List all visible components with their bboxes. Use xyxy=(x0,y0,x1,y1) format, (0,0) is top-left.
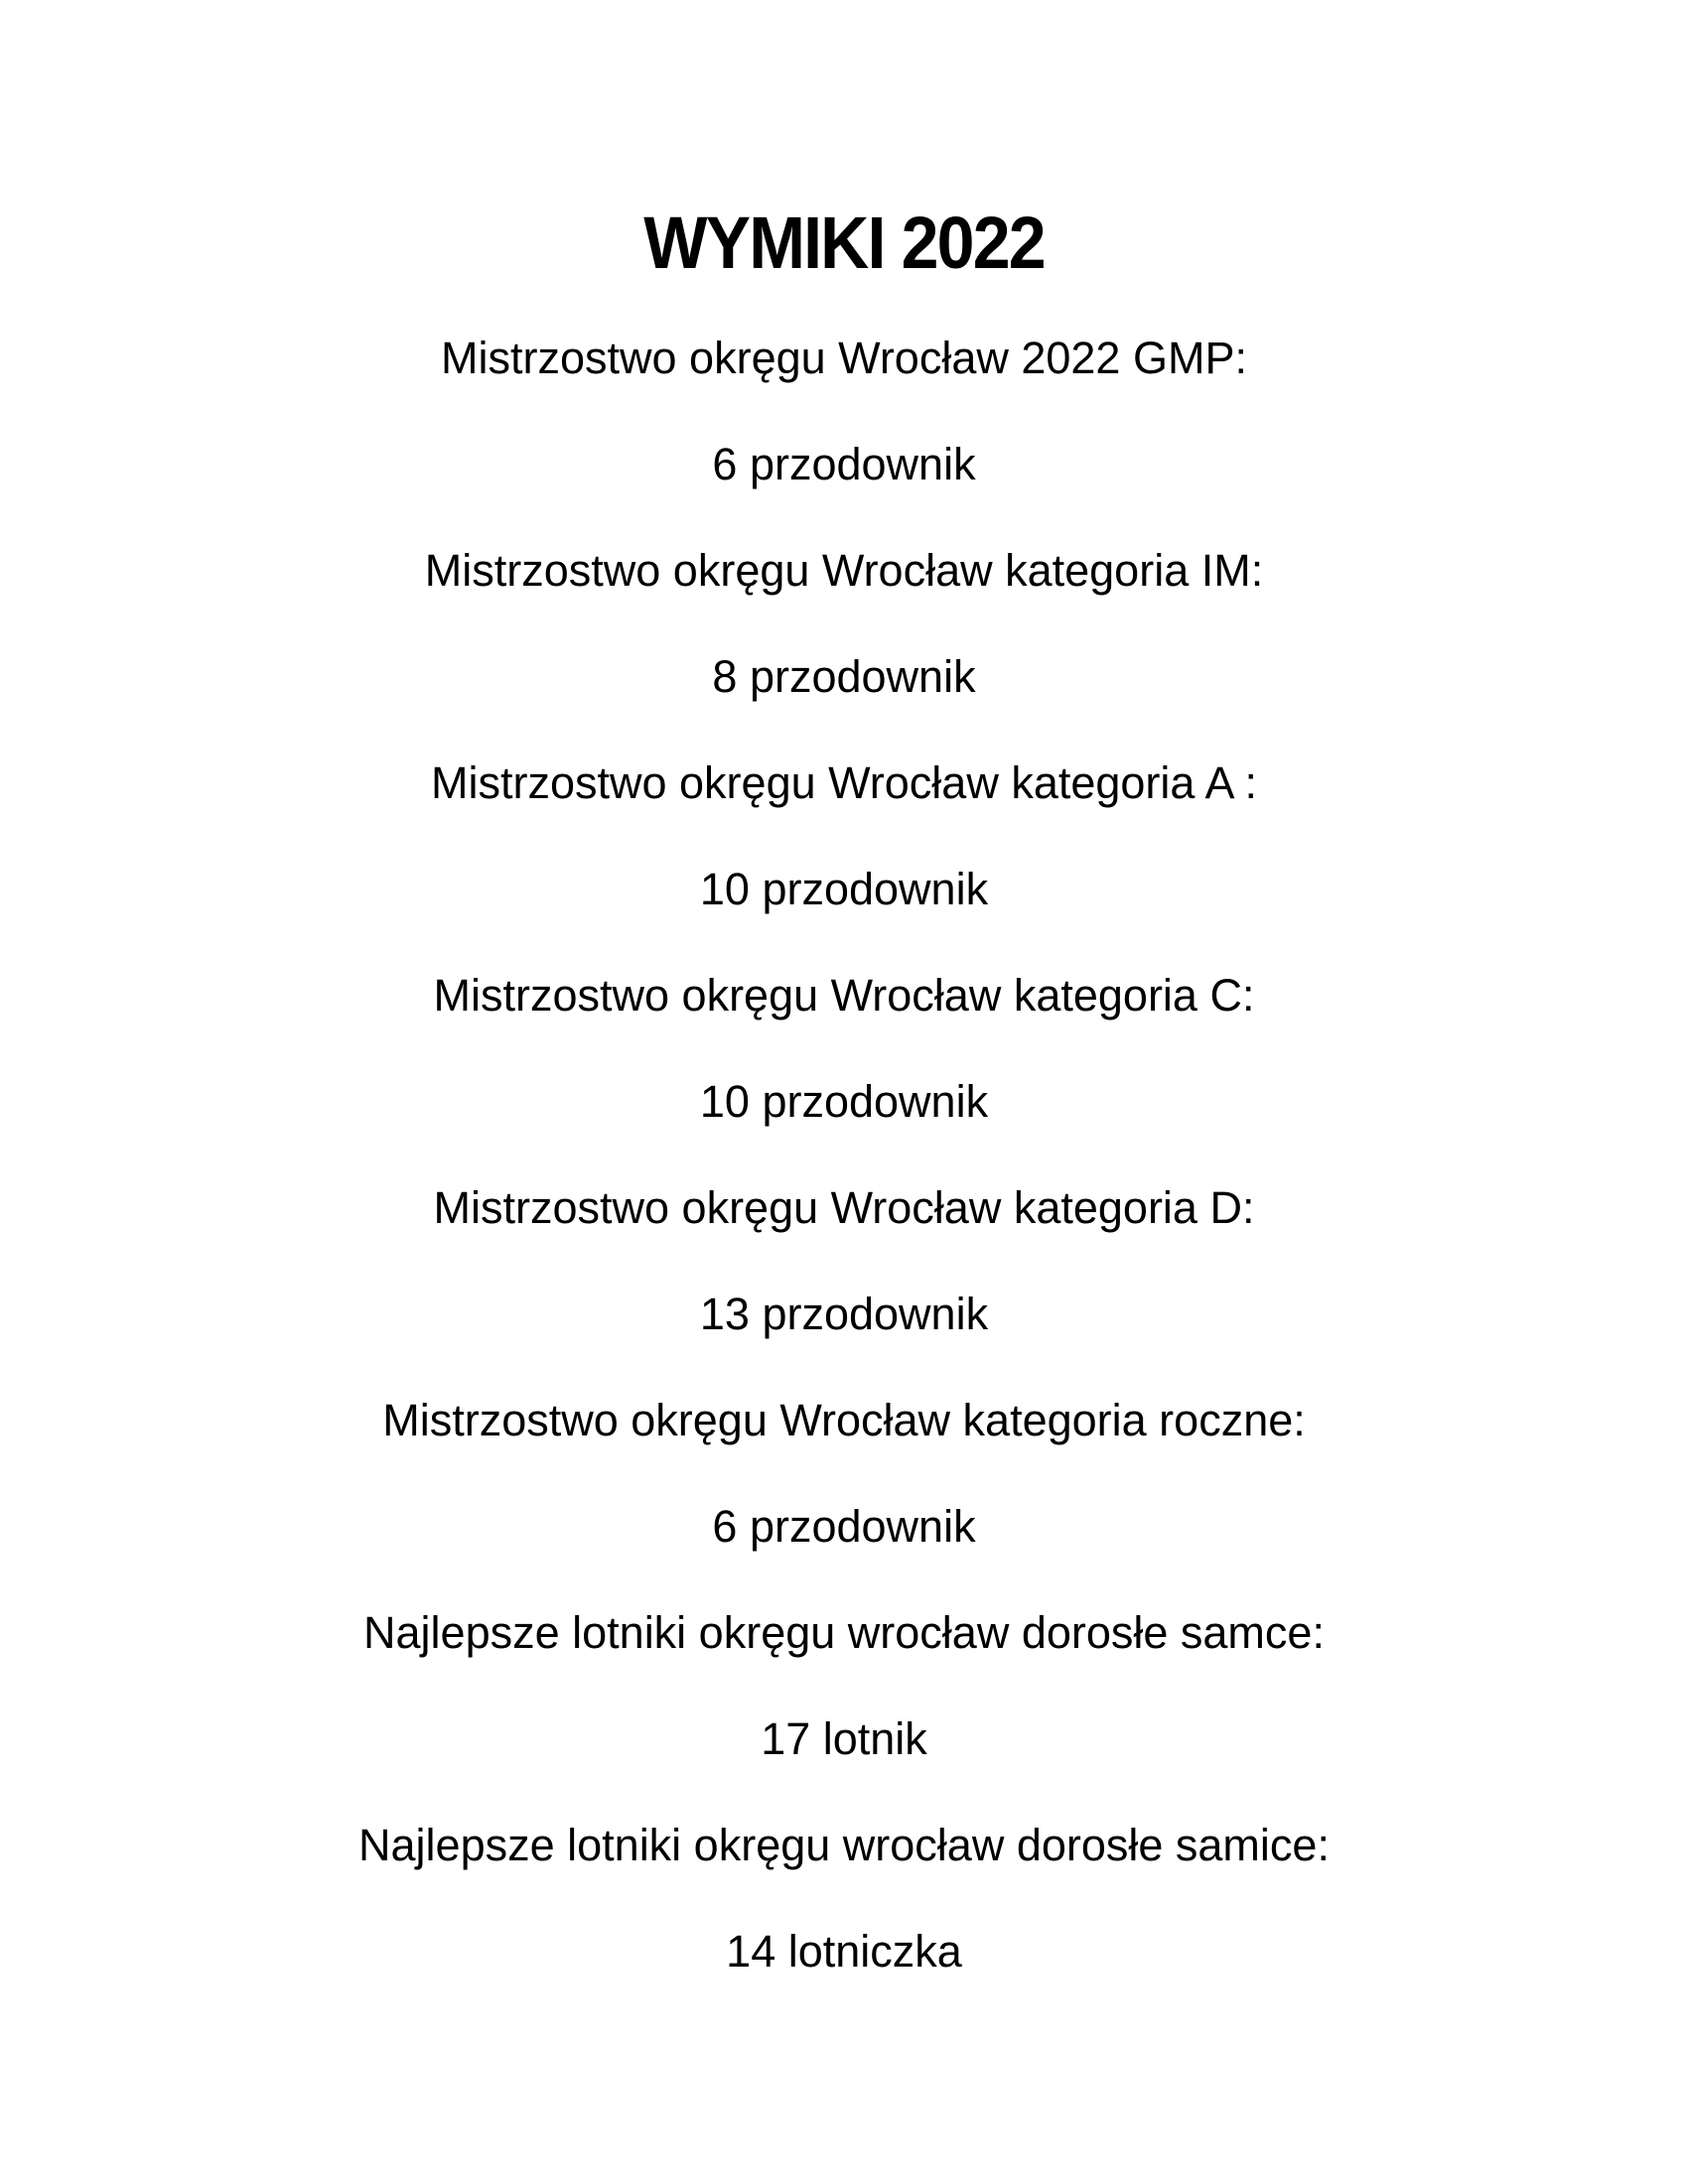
result-value: 10 przodownik xyxy=(699,864,989,914)
result-category: Mistrzostwo okręgu Wrocław kategoria roczne: xyxy=(382,1395,1306,1445)
result-value: 6 przodownik xyxy=(712,1501,976,1552)
result-category: Najlepsze lotniki okręgu wrocław dorosłe samce: xyxy=(363,1607,1325,1658)
result-category: Mistrzostwo okręgu Wrocław 2022 GMP: xyxy=(441,333,1247,383)
result-value: 6 przodownik xyxy=(712,439,976,489)
result-value: 14 lotniczka xyxy=(726,1926,962,1977)
result-category: Najlepsze lotniki okręgu wrocław dorosłe samice: xyxy=(358,1820,1330,1870)
result-category: Mistrzostwo okręgu Wrocław kategoria IM: xyxy=(424,545,1264,596)
document-title: WYMIKI 2022 xyxy=(643,202,1045,284)
result-value: 10 przodownik xyxy=(699,1076,989,1127)
result-value: 17 lotnik xyxy=(761,1713,927,1764)
result-value: 13 przodownik xyxy=(699,1289,989,1339)
results-list xyxy=(0,305,1688,2004)
result-value: 8 przodownik xyxy=(712,651,976,702)
result-category: Mistrzostwo okręgu Wrocław kategoria A : xyxy=(431,757,1257,808)
result-category: Mistrzostwo okręgu Wrocław kategoria C: xyxy=(433,970,1255,1021)
result-category: Mistrzostwo okręgu Wrocław kategoria D: xyxy=(433,1182,1255,1233)
